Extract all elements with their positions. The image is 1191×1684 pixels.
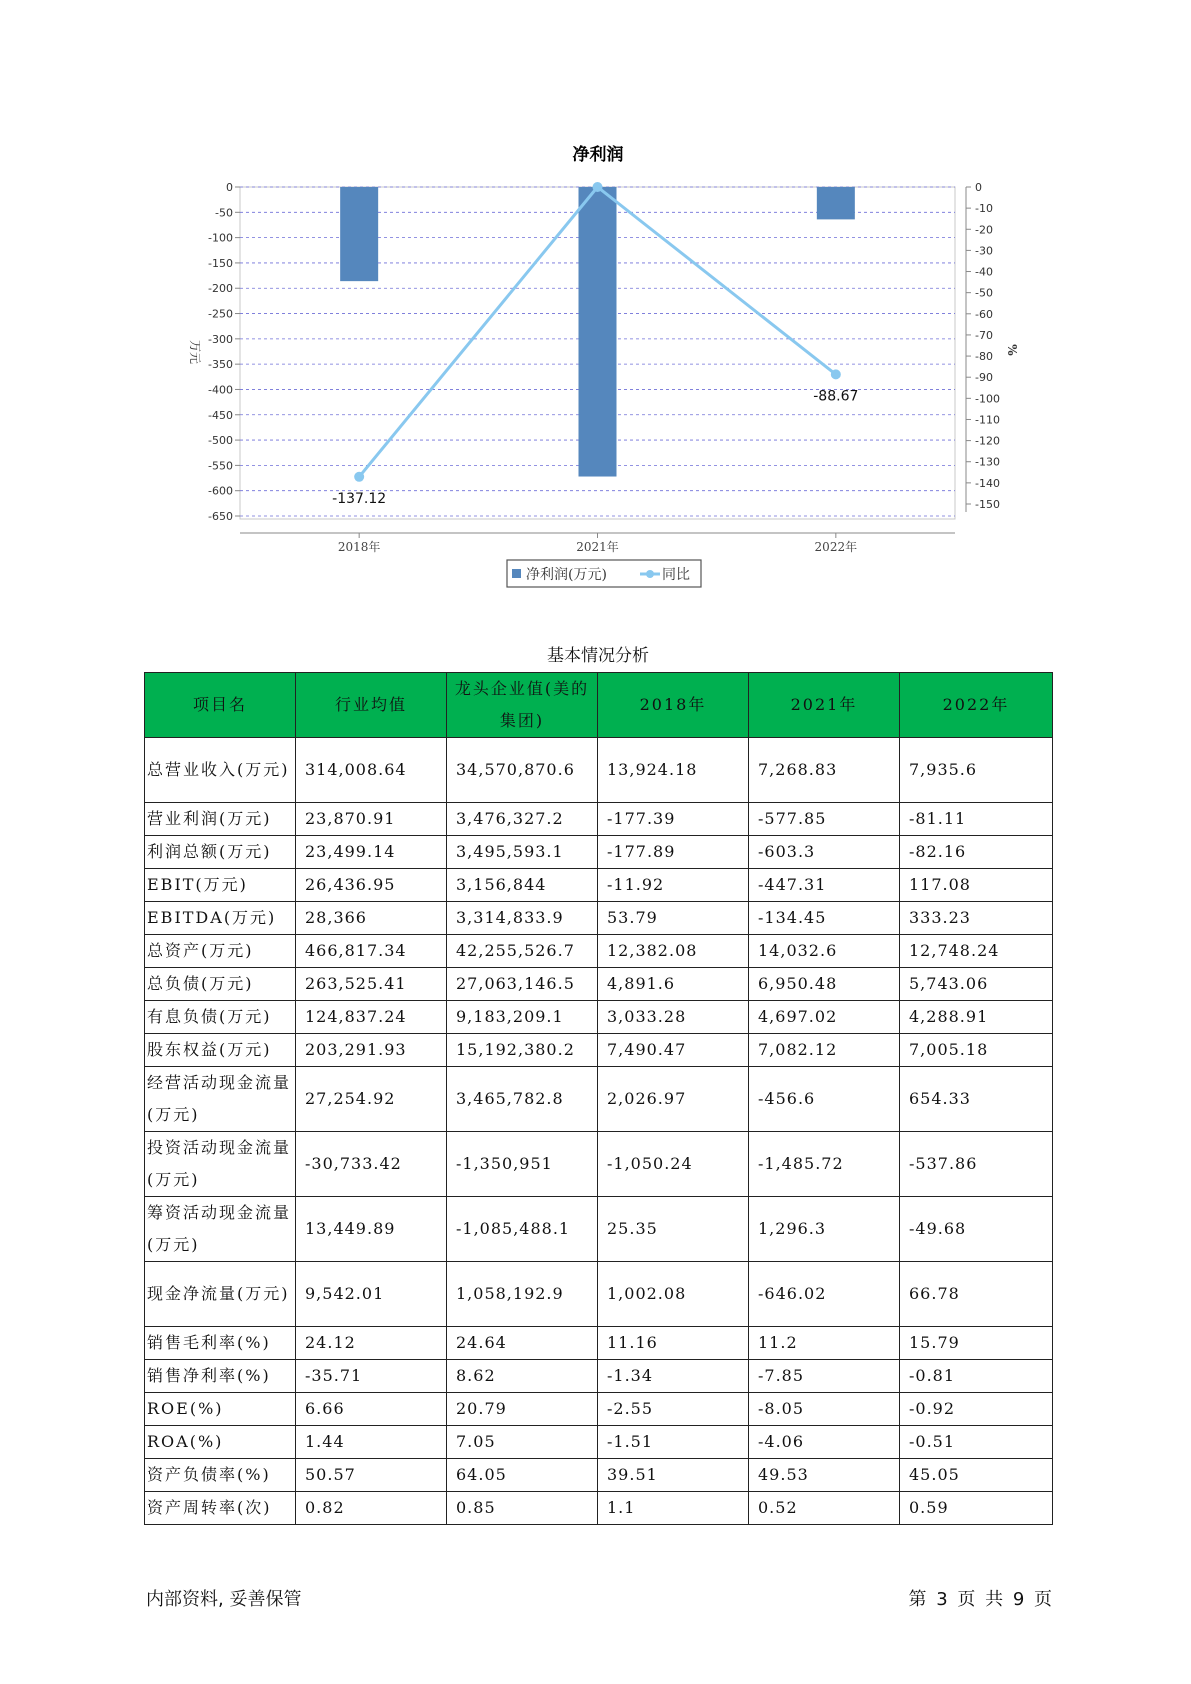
y-tick-label: -400 <box>208 383 233 397</box>
value-cell: 124,837.24 <box>296 1001 447 1034</box>
table-row <box>145 738 1053 803</box>
table-row <box>145 1393 1053 1426</box>
y2-tick-label: -70 <box>975 328 993 342</box>
value-cell: 0.52 <box>749 1492 900 1525</box>
value-cell: 314,008.64 <box>296 738 447 803</box>
y2-tick-label: -120 <box>975 434 1000 448</box>
y2-axis-label: % <box>1005 344 1019 356</box>
y2-tick-label: -100 <box>975 392 1000 406</box>
value-cell: -447.31 <box>749 869 900 902</box>
table-row <box>145 869 1053 902</box>
value-cell: 203,291.93 <box>296 1034 447 1067</box>
value-cell: -8.05 <box>749 1393 900 1426</box>
footer-confidential-note: 内部资料, 妥善保管 <box>146 1589 302 1610</box>
y2-tick-label: -30 <box>975 244 993 258</box>
value-cell: -49.68 <box>900 1197 1053 1262</box>
value-cell: 34,570,870.6 <box>447 738 598 803</box>
value-cell: 25.35 <box>598 1197 749 1262</box>
table-row <box>145 1067 1053 1132</box>
value-cell: 27,254.92 <box>296 1067 447 1132</box>
value-cell: -646.02 <box>749 1262 900 1327</box>
row-label-cell: 资产负债率(%) <box>145 1459 296 1492</box>
row-label-cell: 营业利润(万元) <box>145 803 296 836</box>
value-cell: -1,485.72 <box>749 1132 900 1197</box>
value-cell: 24.64 <box>447 1327 598 1360</box>
value-cell: 1.44 <box>296 1426 447 1459</box>
value-cell: 1,058,192.9 <box>447 1262 598 1327</box>
row-label-cell: ROE(%) <box>145 1393 296 1426</box>
value-cell: 3,465,782.8 <box>447 1067 598 1132</box>
value-cell: 49.53 <box>749 1459 900 1492</box>
value-cell: -2.55 <box>598 1393 749 1426</box>
table-header-row <box>145 673 1053 738</box>
net-profit-chart <box>0 0 1191 600</box>
value-cell: 23,499.14 <box>296 836 447 869</box>
value-cell: 13,449.89 <box>296 1197 447 1262</box>
value-cell: -1.34 <box>598 1360 749 1393</box>
value-cell: 654.33 <box>900 1067 1053 1132</box>
value-cell: 11.16 <box>598 1327 749 1360</box>
row-label-cell: 筹资活动现金流量(万元) <box>145 1197 296 1262</box>
value-cell: 20.79 <box>447 1393 598 1426</box>
table-row <box>145 1197 1053 1262</box>
bar-series <box>340 187 855 477</box>
table-caption: 基本情况分析 <box>547 646 649 666</box>
row-label-cell: ROA(%) <box>145 1426 296 1459</box>
value-cell: 5,743.06 <box>900 968 1053 1001</box>
value-cell: -1,050.24 <box>598 1132 749 1197</box>
value-cell: -177.39 <box>598 803 749 836</box>
value-cell: 27,063,146.5 <box>447 968 598 1001</box>
value-cell: 45.05 <box>900 1459 1053 1492</box>
line-point <box>831 369 841 379</box>
value-cell: 66.78 <box>900 1262 1053 1327</box>
y-axis-label: 万元 <box>188 339 202 365</box>
value-cell: -134.45 <box>749 902 900 935</box>
x-tick-label: 2018年 <box>337 540 381 554</box>
y-tick-label: -650 <box>208 510 233 523</box>
value-cell: 2,026.97 <box>598 1067 749 1132</box>
table-row <box>145 1360 1053 1393</box>
value-cell: 333.23 <box>900 902 1053 935</box>
value-cell: -603.3 <box>749 836 900 869</box>
y-tick-label: -200 <box>208 282 233 296</box>
value-cell: -81.11 <box>900 803 1053 836</box>
y2-tick-label: -140 <box>975 476 1000 490</box>
row-label-cell: 现金净流量(万元) <box>145 1262 296 1327</box>
value-cell: 466,817.34 <box>296 935 447 968</box>
value-cell: 24.12 <box>296 1327 447 1360</box>
value-cell: 6,950.48 <box>749 968 900 1001</box>
value-cell: -0.92 <box>900 1393 1053 1426</box>
value-cell: -4.06 <box>749 1426 900 1459</box>
value-cell: 7,005.18 <box>900 1034 1053 1067</box>
row-label-cell: 总营业收入(万元) <box>145 738 296 803</box>
header-cell: 龙头企业值(美的集团) <box>447 673 598 738</box>
y2-tick-label: -80 <box>975 350 993 364</box>
y-tick-label: -450 <box>208 408 233 422</box>
value-cell: -177.89 <box>598 836 749 869</box>
value-cell: 7,490.47 <box>598 1034 749 1067</box>
value-cell: 42,255,526.7 <box>447 935 598 968</box>
y2-tick-label: -90 <box>975 371 993 385</box>
y2-tick-label: -60 <box>975 307 993 321</box>
value-cell: 39.51 <box>598 1459 749 1492</box>
value-cell: 9,542.01 <box>296 1262 447 1327</box>
legend-label-line: 同比 <box>662 567 690 583</box>
value-cell: -82.16 <box>900 836 1053 869</box>
value-cell: 3,476,327.2 <box>447 803 598 836</box>
y2-tick-label: -20 <box>975 223 993 237</box>
y-tick-label: -300 <box>208 332 233 346</box>
value-cell: 3,314,833.9 <box>447 902 598 935</box>
table-row <box>145 836 1053 869</box>
value-cell: 0.85 <box>447 1492 598 1525</box>
row-label-cell: 销售净利率(%) <box>145 1360 296 1393</box>
value-cell: 64.05 <box>447 1459 598 1492</box>
table-row <box>145 935 1053 968</box>
value-cell: -35.71 <box>296 1360 447 1393</box>
data-label: -88.67 <box>813 388 859 405</box>
basic-analysis-table <box>144 672 1053 1525</box>
row-label-cell: EBITDA(万元) <box>145 902 296 935</box>
y-tick-label: -600 <box>208 484 233 498</box>
value-cell: 117.08 <box>900 869 1053 902</box>
value-cell: 26,436.95 <box>296 869 447 902</box>
value-cell: -7.85 <box>749 1360 900 1393</box>
value-cell: -30,733.42 <box>296 1132 447 1197</box>
value-cell: -577.85 <box>749 803 900 836</box>
row-label-cell: 股东权益(万元) <box>145 1034 296 1067</box>
table-row <box>145 1426 1053 1459</box>
value-cell: 4,891.6 <box>598 968 749 1001</box>
y-tick-label: -350 <box>208 358 233 372</box>
value-cell: 7.05 <box>447 1426 598 1459</box>
y-tick-label: -500 <box>208 434 233 448</box>
value-cell: -0.51 <box>900 1426 1053 1459</box>
legend-bar-swatch <box>512 569 521 578</box>
value-cell: 12,748.24 <box>900 935 1053 968</box>
header-cell: 2022年 <box>900 673 1053 738</box>
value-cell: 50.57 <box>296 1459 447 1492</box>
bar <box>340 187 378 281</box>
chart-title: 净利润 <box>572 145 624 165</box>
value-cell: 9,183,209.1 <box>447 1001 598 1034</box>
row-label-cell: 利润总额(万元) <box>145 836 296 869</box>
y-tick-label: -100 <box>208 231 233 245</box>
value-cell: 0.59 <box>900 1492 1053 1525</box>
value-cell: 15,192,380.2 <box>447 1034 598 1067</box>
line-point <box>354 472 364 482</box>
table-row <box>145 1034 1053 1067</box>
table-row <box>145 968 1053 1001</box>
row-label-cell: 资产周转率(次) <box>145 1492 296 1525</box>
value-cell: 6.66 <box>296 1393 447 1426</box>
header-cell: 行业均值 <box>296 673 447 738</box>
value-cell: 3,495,593.1 <box>447 836 598 869</box>
value-cell: 1,002.08 <box>598 1262 749 1327</box>
legend-line-marker <box>646 570 654 578</box>
value-cell: -11.92 <box>598 869 749 902</box>
value-cell: 1,296.3 <box>749 1197 900 1262</box>
value-cell: 15.79 <box>900 1327 1053 1360</box>
row-label-cell: EBIT(万元) <box>145 869 296 902</box>
value-cell: -456.6 <box>749 1067 900 1132</box>
value-cell: -1,085,488.1 <box>447 1197 598 1262</box>
value-cell: 263,525.41 <box>296 968 447 1001</box>
value-cell: -1.51 <box>598 1426 749 1459</box>
table-row <box>145 1001 1053 1034</box>
y-tick-label: -50 <box>215 206 233 220</box>
y2-tick-label: -40 <box>975 265 993 279</box>
value-cell: 4,697.02 <box>749 1001 900 1034</box>
table-row <box>145 1262 1053 1327</box>
value-cell: 23,870.91 <box>296 803 447 836</box>
value-cell: 4,288.91 <box>900 1001 1053 1034</box>
y2-tick-label: -110 <box>975 413 1000 427</box>
value-cell: -0.81 <box>900 1360 1053 1393</box>
table-row <box>145 1459 1053 1492</box>
data-label: -137.12 <box>332 490 387 507</box>
value-cell: 7,268.83 <box>749 738 900 803</box>
x-tick-label: 2022年 <box>814 540 858 554</box>
y2-tick-label: -10 <box>975 202 993 216</box>
bar <box>817 187 855 219</box>
value-cell: 53.79 <box>598 902 749 935</box>
footer-page-number: 第 3 页 共 9 页 <box>908 1589 1052 1610</box>
y-tick-label: -550 <box>208 459 233 473</box>
header-cell: 2021年 <box>749 673 900 738</box>
value-cell: 8.62 <box>447 1360 598 1393</box>
row-label-cell: 经营活动现金流量(万元) <box>145 1067 296 1132</box>
value-cell: 11.2 <box>749 1327 900 1360</box>
table-row <box>145 902 1053 935</box>
row-label-cell: 总负债(万元) <box>145 968 296 1001</box>
row-label-cell: 总资产(万元) <box>145 935 296 968</box>
value-cell: 3,033.28 <box>598 1001 749 1034</box>
row-label-cell: 有息负债(万元) <box>145 1001 296 1034</box>
table-row <box>145 1492 1053 1525</box>
table-row <box>145 1327 1053 1360</box>
value-cell: -537.86 <box>900 1132 1053 1197</box>
chart-legend <box>507 560 701 587</box>
table-row <box>145 803 1053 836</box>
legend-label-bar: 净利润(万元) <box>526 567 607 583</box>
value-cell: 7,935.6 <box>900 738 1053 803</box>
y2-tick-label: -150 <box>975 498 1000 511</box>
value-cell: 28,366 <box>296 902 447 935</box>
value-cell: 13,924.18 <box>598 738 749 803</box>
line-point <box>593 182 603 192</box>
table-row <box>145 1132 1053 1197</box>
row-label-cell: 销售毛利率(%) <box>145 1327 296 1360</box>
bar <box>579 187 617 477</box>
value-cell: 7,082.12 <box>749 1034 900 1067</box>
value-cell: 3,156,844 <box>447 869 598 902</box>
y2-tick-label: -50 <box>975 286 993 300</box>
header-cell: 2018年 <box>598 673 749 738</box>
y-tick-label: -250 <box>208 307 233 321</box>
header-cell: 项目名 <box>145 673 296 738</box>
value-cell: 14,032.6 <box>749 935 900 968</box>
y2-tick-label: -130 <box>975 455 1000 469</box>
y-tick-label: -150 <box>208 256 233 270</box>
y2-tick-label: 0 <box>975 181 982 194</box>
value-cell: -1,350,951 <box>447 1132 598 1197</box>
value-cell: 0.82 <box>296 1492 447 1525</box>
row-label-cell: 投资活动现金流量(万元) <box>145 1132 296 1197</box>
value-cell: 12,382.08 <box>598 935 749 968</box>
value-cell: 1.1 <box>598 1492 749 1525</box>
y-tick-label: 0 <box>226 181 233 194</box>
x-tick-label: 2021年 <box>576 540 619 554</box>
